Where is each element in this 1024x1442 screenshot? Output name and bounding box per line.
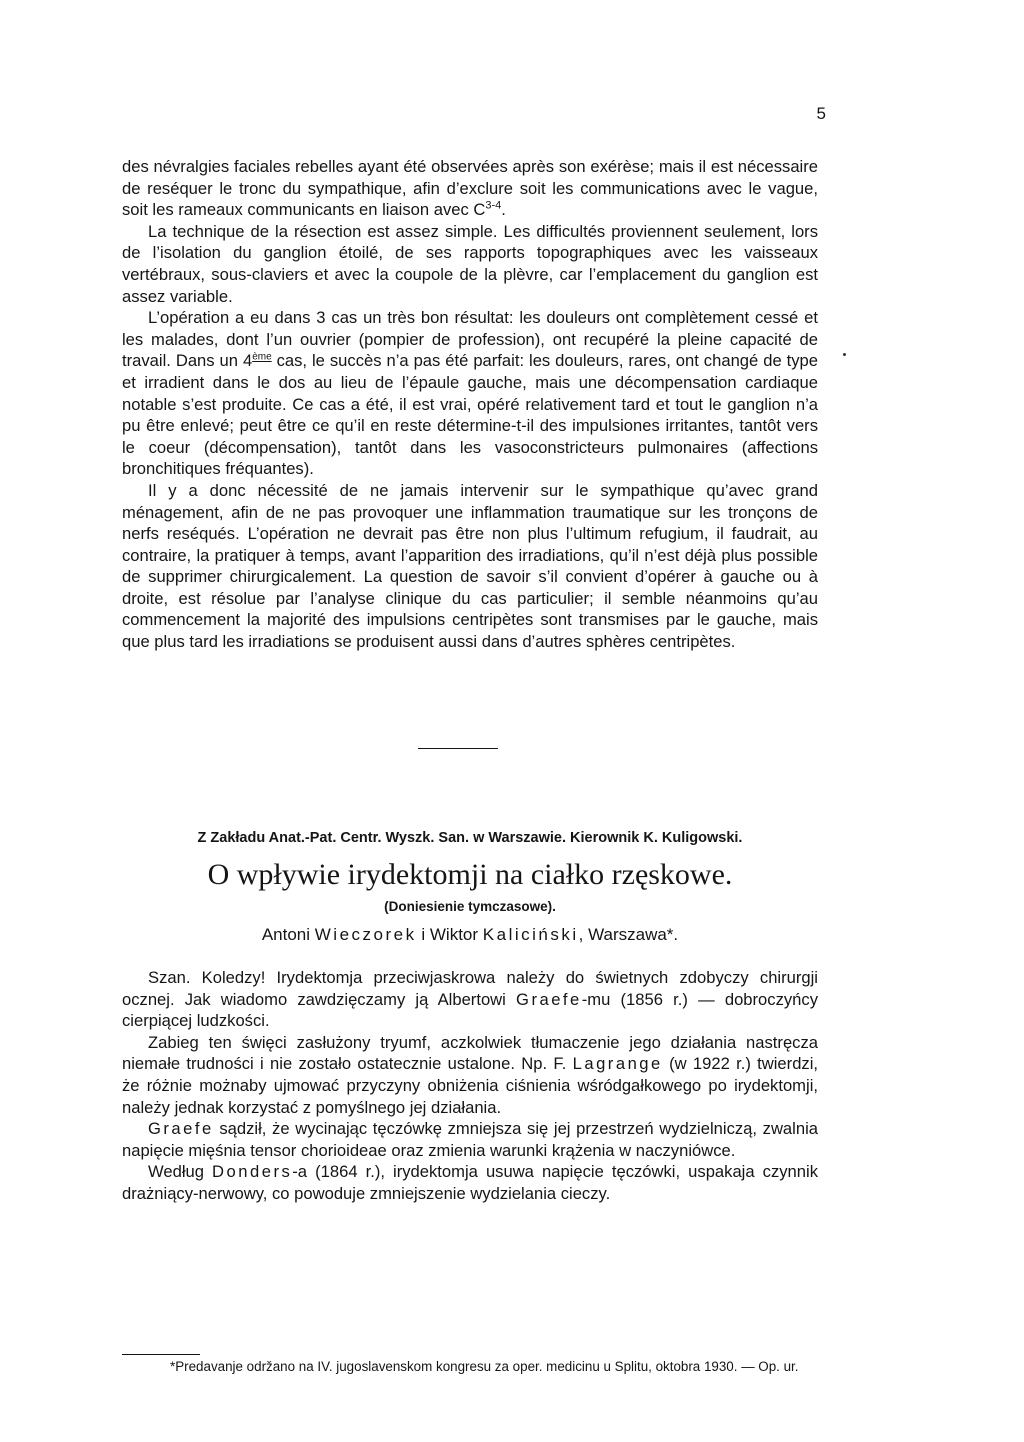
author-surname: Kaliciński [482, 925, 579, 944]
paragraph-french-2: La technique de la résection est assez simple. Les difficultés proviennent seulement, lors de l’isolation du ganglion étoilé, de ses rapports topographiques avec les vaisseaux vertébraux, sous-claviers et avec la coupole de la plèvre, car l’emplacement du ganglion est assez variable. [122, 221, 818, 306]
author-line [122, 925, 818, 945]
polish-text-block [122, 967, 818, 1205]
text-run: . [501, 200, 506, 220]
paragraph-polish-2 [122, 1032, 818, 1118]
text-run: des névralgies faciales rebelles ayant été observées après son exérèse; mais il est nécessaire de reséquer le tronc du sympathique, afin d’exclure soit les communications avec le vague, soit les rameaux communicants en liaison avec C [122, 157, 818, 220]
author-first-name: Antoni [261, 925, 311, 944]
article-subtitle: (Doniesienie tymczasowe). [384, 899, 556, 914]
author-surname: Wieczorek [314, 925, 417, 944]
affiliation-line: Z Zakładu Anat.-Pat. Centr. Wyszk. San. w Warszawie. Kierownik K. Kuligowski. [197, 830, 743, 846]
text-run: L’opération a eu dans 3 cas un très bon résultat: les douleurs ont complètement cessé et les malades, dont l’un ouvrier (pompier de profession), ont recupéré la pleine capacité de travail. Dans un 4 [122, 308, 818, 371]
text-run: cas, le succès n’a pas été parfait: les douleurs, rares, ont changé de type et irradient dans le dos au lieu de l’épaule gauche, mais une décompensation cardiaque notable s’est produite. Ce cas a été, il est vrai, opéré relativement tard et tout le ganglion n’a pu être enlevé; peut être ce qu’il en reste détermine-t-il des impulsiones irritantes, tantôt vers le coeur (décompensation), tantôt dans les vasoconstricteurs pulmonaires (affections bronchitiques fréquantes). [122, 351, 818, 479]
text-run: -mu (1856 r.) — dobroczyńcy cierpiącej ludzkości. [122, 989, 818, 1031]
paragraph-polish-3 [122, 1118, 818, 1161]
text-run: Według [148, 1162, 213, 1182]
spaced-name: Graefe [148, 1119, 214, 1139]
article-title: O wpływie irydektomji na ciałko rzęskowe. [207, 858, 733, 891]
paragraph-french-3 [122, 307, 818, 480]
paragraph-french-1 [122, 156, 818, 221]
author-conjunction: i [421, 925, 426, 944]
footnote: *Predavanje održano na IV. jugoslavenskom kongresu za oper. medicinu u Splitu, oktobra 1930. — Op. ur. [170, 1359, 799, 1374]
author-first-name: Wiktor [429, 925, 479, 944]
margin-speck [843, 353, 846, 356]
paragraph-french-4: Il y a donc nécessité de ne jamais intervenir sur le sympathique qu’avec grand ménagement, afin de ne pas provoquer une inflammation traumatique sur les tronçons de nerfs reséqués. L’opération ne devrait pas être non plus l’ultimum refugium, il faudrait, au contraire, la pratiquer à temps, avant l’apparition des irradiations, qu’il n’est déjà plus possible de supprimer chirurgicalement. La question de savoir s’il convient d’opérer à gauche ou à droite, est résolue par l’analyse clinique du cas particulier; il semble néanmoins qu’au commencement la majorité des impulsions centripètes sont transmises par le gauche, mais que plus tard les irradiations se produisent aussi dans d’autres sphères centripètes. [122, 480, 818, 652]
author-city: , Warszawa*. [578, 925, 679, 944]
spaced-name: Graefe [516, 989, 582, 1009]
text-run: Szan. Koledzy! Irydektomja przeciwjaskrowa należy do świetnych zdobyczy chirurgji ocznej. Jak wiadomo zawdzięczamy ją Albertowi [122, 968, 818, 1009]
superscript: 3-4 [485, 199, 502, 212]
spaced-name: Lagrange [572, 1054, 663, 1074]
text-run: -a (1864 r.), irydektomja usuwa napięcie tęczówki, uspakaja czynnik drażniący-nerwowy, co powoduje zmniejszenie wydzielania cieczy. [122, 1162, 818, 1203]
spaced-name: Donders [212, 1162, 293, 1182]
text-run: (w 1922 r.) twierdzi, że różnie możnaby ujmować przyczyny obniżenia ciśnienia wśródgałkowego po irydektomji, należy jednak korzystać z pomyślnego jej działania. [122, 1054, 819, 1117]
text-run: sądził, że wycinając tęczówkę zmniejsza się jej przestrzeń wydzielniczą, zwalnia napięcie mięśnia tensor chorioideae oraz zmienia warunki krążenia w naczyniówce. [122, 1119, 818, 1160]
paragraph-polish-4 [122, 1161, 818, 1204]
text-run: Zabieg ten święci zasłużony tryumf, aczkolwiek tłumaczenie jego działania nastręcza niemałe trudności i nie zostało ostatecznie ustalone. Np. F. [122, 1032, 818, 1074]
ordinal-superscript: ème [252, 351, 272, 363]
french-text-block [122, 156, 818, 653]
footnote-rule [122, 1354, 200, 1355]
page-number: 5 [816, 104, 826, 123]
paragraph-polish-1 [122, 967, 818, 1032]
section-separator-rule [418, 748, 498, 749]
